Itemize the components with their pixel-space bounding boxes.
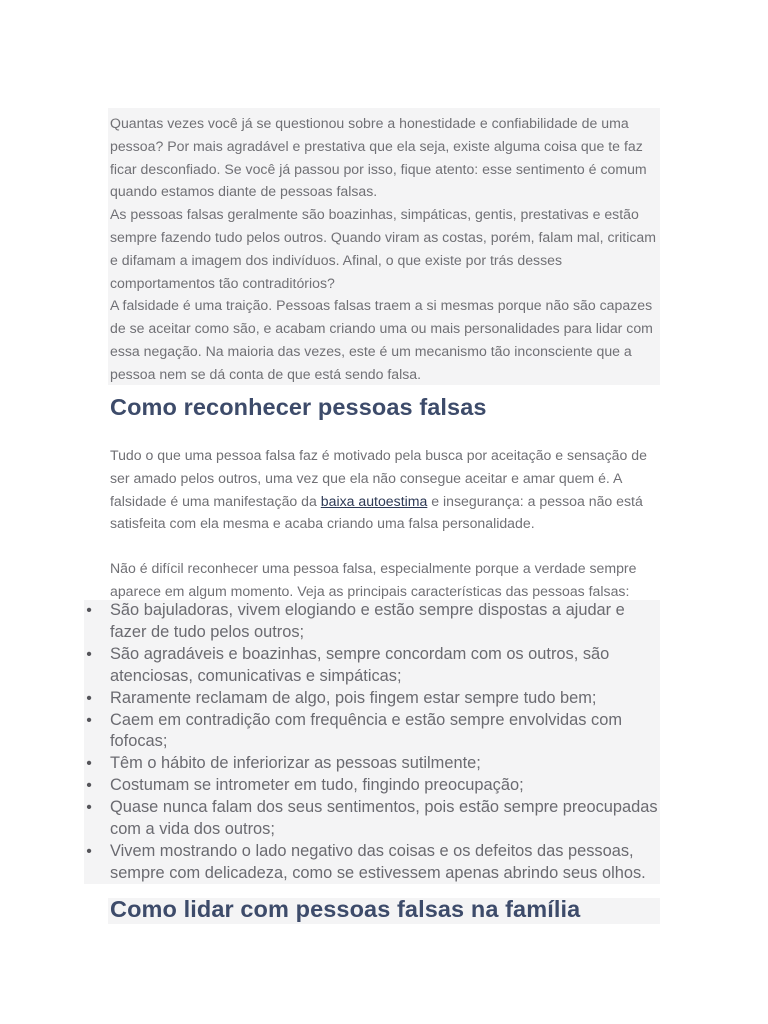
bullet-icon: •: [86, 689, 92, 707]
list-item: [84, 644, 660, 688]
list-item: [84, 688, 660, 710]
list-item: [84, 753, 660, 775]
bullet-icon: •: [86, 799, 92, 817]
list-item: [84, 775, 660, 797]
list-item-text: São bajuladoras, vivem elogiando e estão sempre dispostas a ajudar e fazer de tudo pelos outros;: [110, 601, 625, 641]
characteristics-intro-paragraph: Não é difícil reconhecer uma pessoa falsa, especialmente porque a verdade sempre aparece em algum momento. Veja as principais características das pessoas falsas:: [110, 560, 637, 599]
section-heading-recognize: Como reconhecer pessoas falsas: [110, 394, 487, 420]
motivation-paragraph: [110, 444, 660, 535]
list-item-text: Raramente reclamam de algo, pois fingem estar sempre tudo bem;: [110, 688, 597, 707]
section-heading-family: Como lidar com pessoas falsas na família: [110, 896, 581, 922]
intro-paragraph: As pessoas falsas geralmente são boazinhas, simpáticas, gentis, prestativas e estão sempre fazendo tudo pelos outros. Quando viram as costas, porém, falam mal, criticam e difamam a imagem dos indivíduos. Afinal, o que existe por trás desses comportamentos tão contraditórios?: [110, 206, 656, 291]
bullet-icon: •: [86, 602, 92, 619]
paragraph-text: Tudo o que uma pessoa falsa faz é motivado pela busca por aceitação e sensação de ser amado pelos outros, uma vez que ela não consegue aceitar e amar quem é. A falsidade é uma manifestação da: [110, 447, 647, 509]
characteristics-list-section: [84, 600, 660, 884]
bullet-icon: •: [86, 842, 92, 860]
bullet-icon: •: [86, 711, 92, 729]
low-self-esteem-link[interactable]: baixa autoestima: [320, 492, 428, 509]
characteristics-list: [84, 600, 660, 885]
list-item-text: Quase nunca falam dos seus sentimentos, pois estão sempre preocupadas com a vida dos outros;: [110, 798, 658, 839]
list-item-text: Têm o hábito de inferiorizar as pessoas sutilmente;: [110, 754, 481, 773]
intro-paragraph: Quantas vezes você já se questionou sobre a honestidade e confiabilidade de uma pessoa? Por mais agradável e prestativa que ela seja, existe alguma coisa que te faz ficar desconfiado. Se você já passou por isso, fique atento: esse sentimento é comum quando estamos diante de pessoas falsas.: [110, 115, 647, 200]
paragraph-text: e insegurança: a pessoa não está satisfeita com ela mesma e acaba criando uma falsa personalidade.: [110, 492, 643, 532]
list-item-text: Caem em contradição com frequência e estão sempre envolvidas com fofocas;: [110, 710, 622, 751]
list-item-text: São agradáveis e boazinhas, sempre concordam com os outros, são atenciosas, comunicativas e simpáticas;: [110, 644, 610, 685]
bullet-icon: •: [86, 645, 92, 663]
list-item: [84, 797, 660, 841]
bullet-icon: •: [86, 755, 92, 773]
list-item-text: Vivem mostrando o lado negativo das coisas e os defeitos das pessoas, sempre com delicadeza, como se estivessem apenas abrindo seus olhos.: [110, 841, 646, 882]
list-item: [84, 841, 660, 885]
bullet-icon: •: [86, 777, 92, 795]
list-item: [84, 600, 660, 644]
intro-section: [108, 108, 660, 385]
list-item: [84, 710, 660, 754]
intro-paragraph: A falsidade é uma traição. Pessoas falsas traem a si mesmas porque não são capazes de se aceitar como são, e acabam criando uma ou mais personalidades para lidar com essa negação. Na maioria das vezes, este é um mecanismo tão inconsciente que a pessoa nem se dá conta de que está sendo falsa.: [110, 297, 653, 382]
list-item-text: Costumam se intrometer em tudo, fingindo preocupação;: [110, 776, 524, 795]
